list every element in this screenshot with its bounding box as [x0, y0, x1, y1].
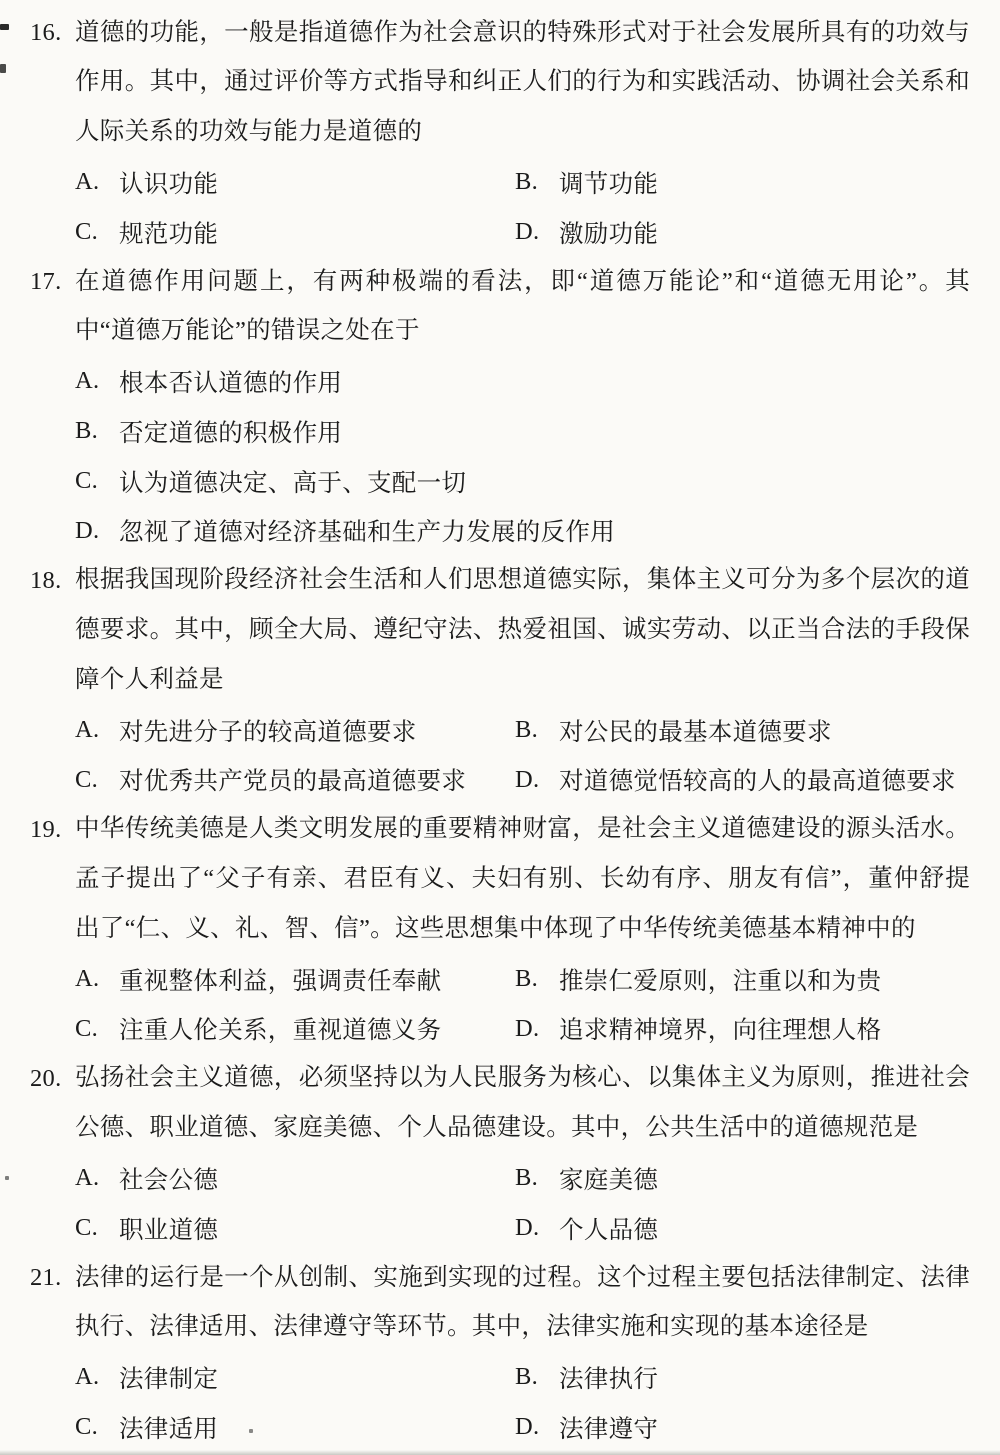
option-19-a [75, 962, 515, 997]
option-17-a [75, 364, 342, 399]
option-text: 忽视了道德对经济基础和生产力发展的反作用 [119, 519, 615, 547]
question-number: 19. [30, 815, 62, 843]
question-number: 16. [30, 18, 62, 46]
option-text: 家庭美德 [559, 1166, 659, 1194]
question-number: 17. [30, 267, 62, 295]
option-letter: D. [515, 1014, 540, 1042]
option-17-b [75, 414, 342, 449]
question-18 [0, 556, 1000, 805]
question-16 [0, 8, 1000, 257]
question-stem-line: 孟子提出了“父子有亲、君臣有义、夫妇有别、长幼有序、朋友有信”，董仲舒提 [75, 865, 970, 893]
q16-stem-row-2 [0, 58, 1000, 108]
option-20-a [75, 1161, 515, 1196]
q18-options-row-2 [0, 755, 1000, 805]
option-21-d [515, 1410, 658, 1445]
option-text: 认为道德决定、高于、支配一切 [119, 469, 467, 497]
option-text: 职业道德 [119, 1216, 219, 1244]
option-17-c [75, 464, 466, 499]
option-20-c [75, 1211, 515, 1246]
question-number: 18. [30, 566, 62, 594]
option-letter: A. [75, 1164, 100, 1192]
q21-options-row-2 [0, 1402, 1000, 1452]
option-letter: C. [75, 218, 99, 246]
question-stem-line: 作用。其中，通过评价等方式指导和纠正人们的行为和实践活动、协调社会关系和 [75, 68, 970, 96]
option-text: 对先进分子的较高道德要求 [119, 718, 417, 746]
question-stem-line: 在道德作用问题上，有两种极端的看法，即“道德万能论”和“道德无用论”。其 [75, 267, 970, 295]
q19-options-row-2 [0, 1004, 1000, 1054]
scan-edge-shadow [0, 1450, 1000, 1455]
q19-stem-row-3 [0, 904, 1000, 954]
question-stem-line: 中华传统美德是人类文明发展的重要精神财富，是社会主义道德建设的源头活水。 [75, 815, 970, 843]
option-text: 法律遵守 [559, 1415, 659, 1443]
question-number: 20. [30, 1064, 62, 1092]
question-stem-line: 执行、法律适用、法律遵守等环节。其中，法律实施和实现的基本途径是 [75, 1313, 869, 1341]
q18-options-row-1 [0, 705, 1000, 755]
option-17-d [75, 513, 615, 548]
option-letter: A. [75, 1363, 100, 1391]
option-letter: B. [515, 965, 539, 993]
question-number: 21. [30, 1263, 62, 1291]
option-letter: D. [75, 516, 100, 544]
q17-option-row-a [0, 357, 1000, 407]
option-text: 对优秀共产党员的最高道德要求 [119, 768, 467, 796]
option-text: 调节功能 [559, 170, 659, 198]
option-letter: B. [515, 1363, 539, 1391]
scan-artifact [0, 24, 9, 30]
option-letter: A. [75, 965, 100, 993]
option-letter: C. [75, 1413, 99, 1441]
question-stem-line: 弘扬社会主义道德，必须坚持以为人民服务为核心、以集体主义为原则，推进社会 [75, 1064, 970, 1092]
option-21-c [75, 1410, 515, 1445]
option-18-a [75, 713, 515, 748]
question-stem-line: 公德、职业道德、家庭美德、个人品德建设。其中，公共生活中的道德规范是 [75, 1114, 919, 1142]
q16-options-row-2 [0, 207, 1000, 257]
option-19-c [75, 1011, 515, 1046]
option-text: 认识功能 [119, 170, 219, 198]
option-text: 追求精神境界，向往理想人格 [559, 1017, 882, 1045]
question-stem-line: 中“道德万能论”的错误之处在于 [75, 317, 420, 345]
option-text: 法律制定 [119, 1365, 219, 1393]
option-text: 法律适用 [119, 1415, 219, 1443]
question-stem-line: 道德的功能，一般是指道德作为社会意识的特殊形式对于社会发展所具有的功效与 [75, 18, 970, 46]
option-text: 规范功能 [119, 220, 219, 248]
q17-option-row-d [0, 506, 1000, 556]
option-letter: D. [515, 765, 540, 793]
q20-options-row-2 [0, 1203, 1000, 1253]
q16-options-row-1 [0, 157, 1000, 207]
q21-options-row-1 [0, 1353, 1000, 1403]
option-letter: D. [515, 1214, 540, 1242]
option-20-b [515, 1161, 658, 1196]
q18-stem-row-1 [0, 556, 1000, 606]
q19-stem-row-1 [0, 805, 1000, 855]
option-21-b [515, 1360, 658, 1395]
option-letter: C. [75, 765, 99, 793]
scan-artifact [0, 64, 6, 73]
option-16-b [515, 165, 658, 200]
option-16-d [515, 215, 658, 250]
q21-stem-row-1 [0, 1253, 1000, 1303]
option-19-d [515, 1011, 881, 1046]
q16-stem-row-3 [0, 108, 1000, 158]
option-letter: A. [75, 168, 100, 196]
q20-stem-row-2 [0, 1104, 1000, 1154]
q19-options-row-1 [0, 954, 1000, 1004]
option-text: 重视整体利益，强调责任奉献 [119, 967, 442, 995]
option-letter: C. [75, 1214, 99, 1242]
q16-stem-row-1 [0, 8, 1000, 58]
question-stem-line: 法律的运行是一个从创制、实施到实现的过程。这个过程主要包括法律制定、法律 [75, 1263, 970, 1291]
q17-stem-row-2 [0, 307, 1000, 357]
question-stem-line: 障个人利益是 [75, 665, 224, 693]
q19-stem-row-2 [0, 855, 1000, 905]
option-18-d [515, 762, 956, 797]
q18-stem-row-3 [0, 655, 1000, 705]
option-letter: B. [515, 716, 539, 744]
option-18-b [515, 713, 832, 748]
q21-stem-row-2 [0, 1303, 1000, 1353]
q20-stem-row-1 [0, 1054, 1000, 1104]
q17-option-row-c [0, 456, 1000, 506]
option-16-a [75, 165, 515, 200]
q17-option-row-b [0, 406, 1000, 456]
option-text: 社会公德 [119, 1166, 219, 1194]
option-letter: C. [75, 467, 99, 495]
option-text: 根本否认道德的作用 [119, 369, 343, 397]
question-stem-line: 德要求。其中，顾全大局、遵纪守法、热爱祖国、诚实劳动、以正当合法的手段保 [75, 616, 970, 644]
option-text: 推崇仁爱原则，注重以和为贵 [559, 967, 882, 995]
option-text: 注重人伦关系，重视道德义务 [119, 1017, 442, 1045]
question-19 [0, 805, 1000, 1054]
q17-stem-row-1 [0, 257, 1000, 307]
question-20 [0, 1054, 1000, 1253]
q20-options-row-1 [0, 1153, 1000, 1203]
option-letter: B. [515, 168, 539, 196]
q18-stem-row-2 [0, 606, 1000, 656]
option-letter: D. [515, 1413, 540, 1441]
question-stem-line: 根据我国现阶段经济社会生活和人们思想道德实际，集体主义可分为多个层次的道 [75, 566, 970, 594]
scan-artifact [249, 1429, 253, 1433]
option-text: 对公民的最基本道德要求 [559, 718, 832, 746]
option-18-c [75, 762, 515, 797]
question-17 [0, 257, 1000, 556]
question-stem-line: 出了“仁、义、礼、智、信”。这些思想集中体现了中华传统美德基本精神中的 [75, 914, 916, 942]
question-stem-line: 人际关系的功效与能力是道德的 [75, 118, 423, 146]
option-letter: A. [75, 716, 100, 744]
option-text: 个人品德 [559, 1216, 659, 1244]
option-21-a [75, 1360, 515, 1395]
option-20-d [515, 1211, 658, 1246]
option-text: 激励功能 [559, 220, 659, 248]
option-letter: D. [515, 218, 540, 246]
option-letter: B. [75, 417, 99, 445]
scan-artifact [5, 1176, 9, 1180]
option-19-b [515, 962, 881, 997]
question-21 [0, 1253, 1000, 1452]
option-letter: A. [75, 367, 100, 395]
option-text: 对道德觉悟较高的人的最高道德要求 [559, 768, 956, 796]
option-letter: C. [75, 1014, 99, 1042]
option-letter: B. [515, 1164, 539, 1192]
option-text: 否定道德的积极作用 [119, 419, 343, 447]
option-16-c [75, 215, 515, 250]
option-text: 法律执行 [559, 1365, 659, 1393]
